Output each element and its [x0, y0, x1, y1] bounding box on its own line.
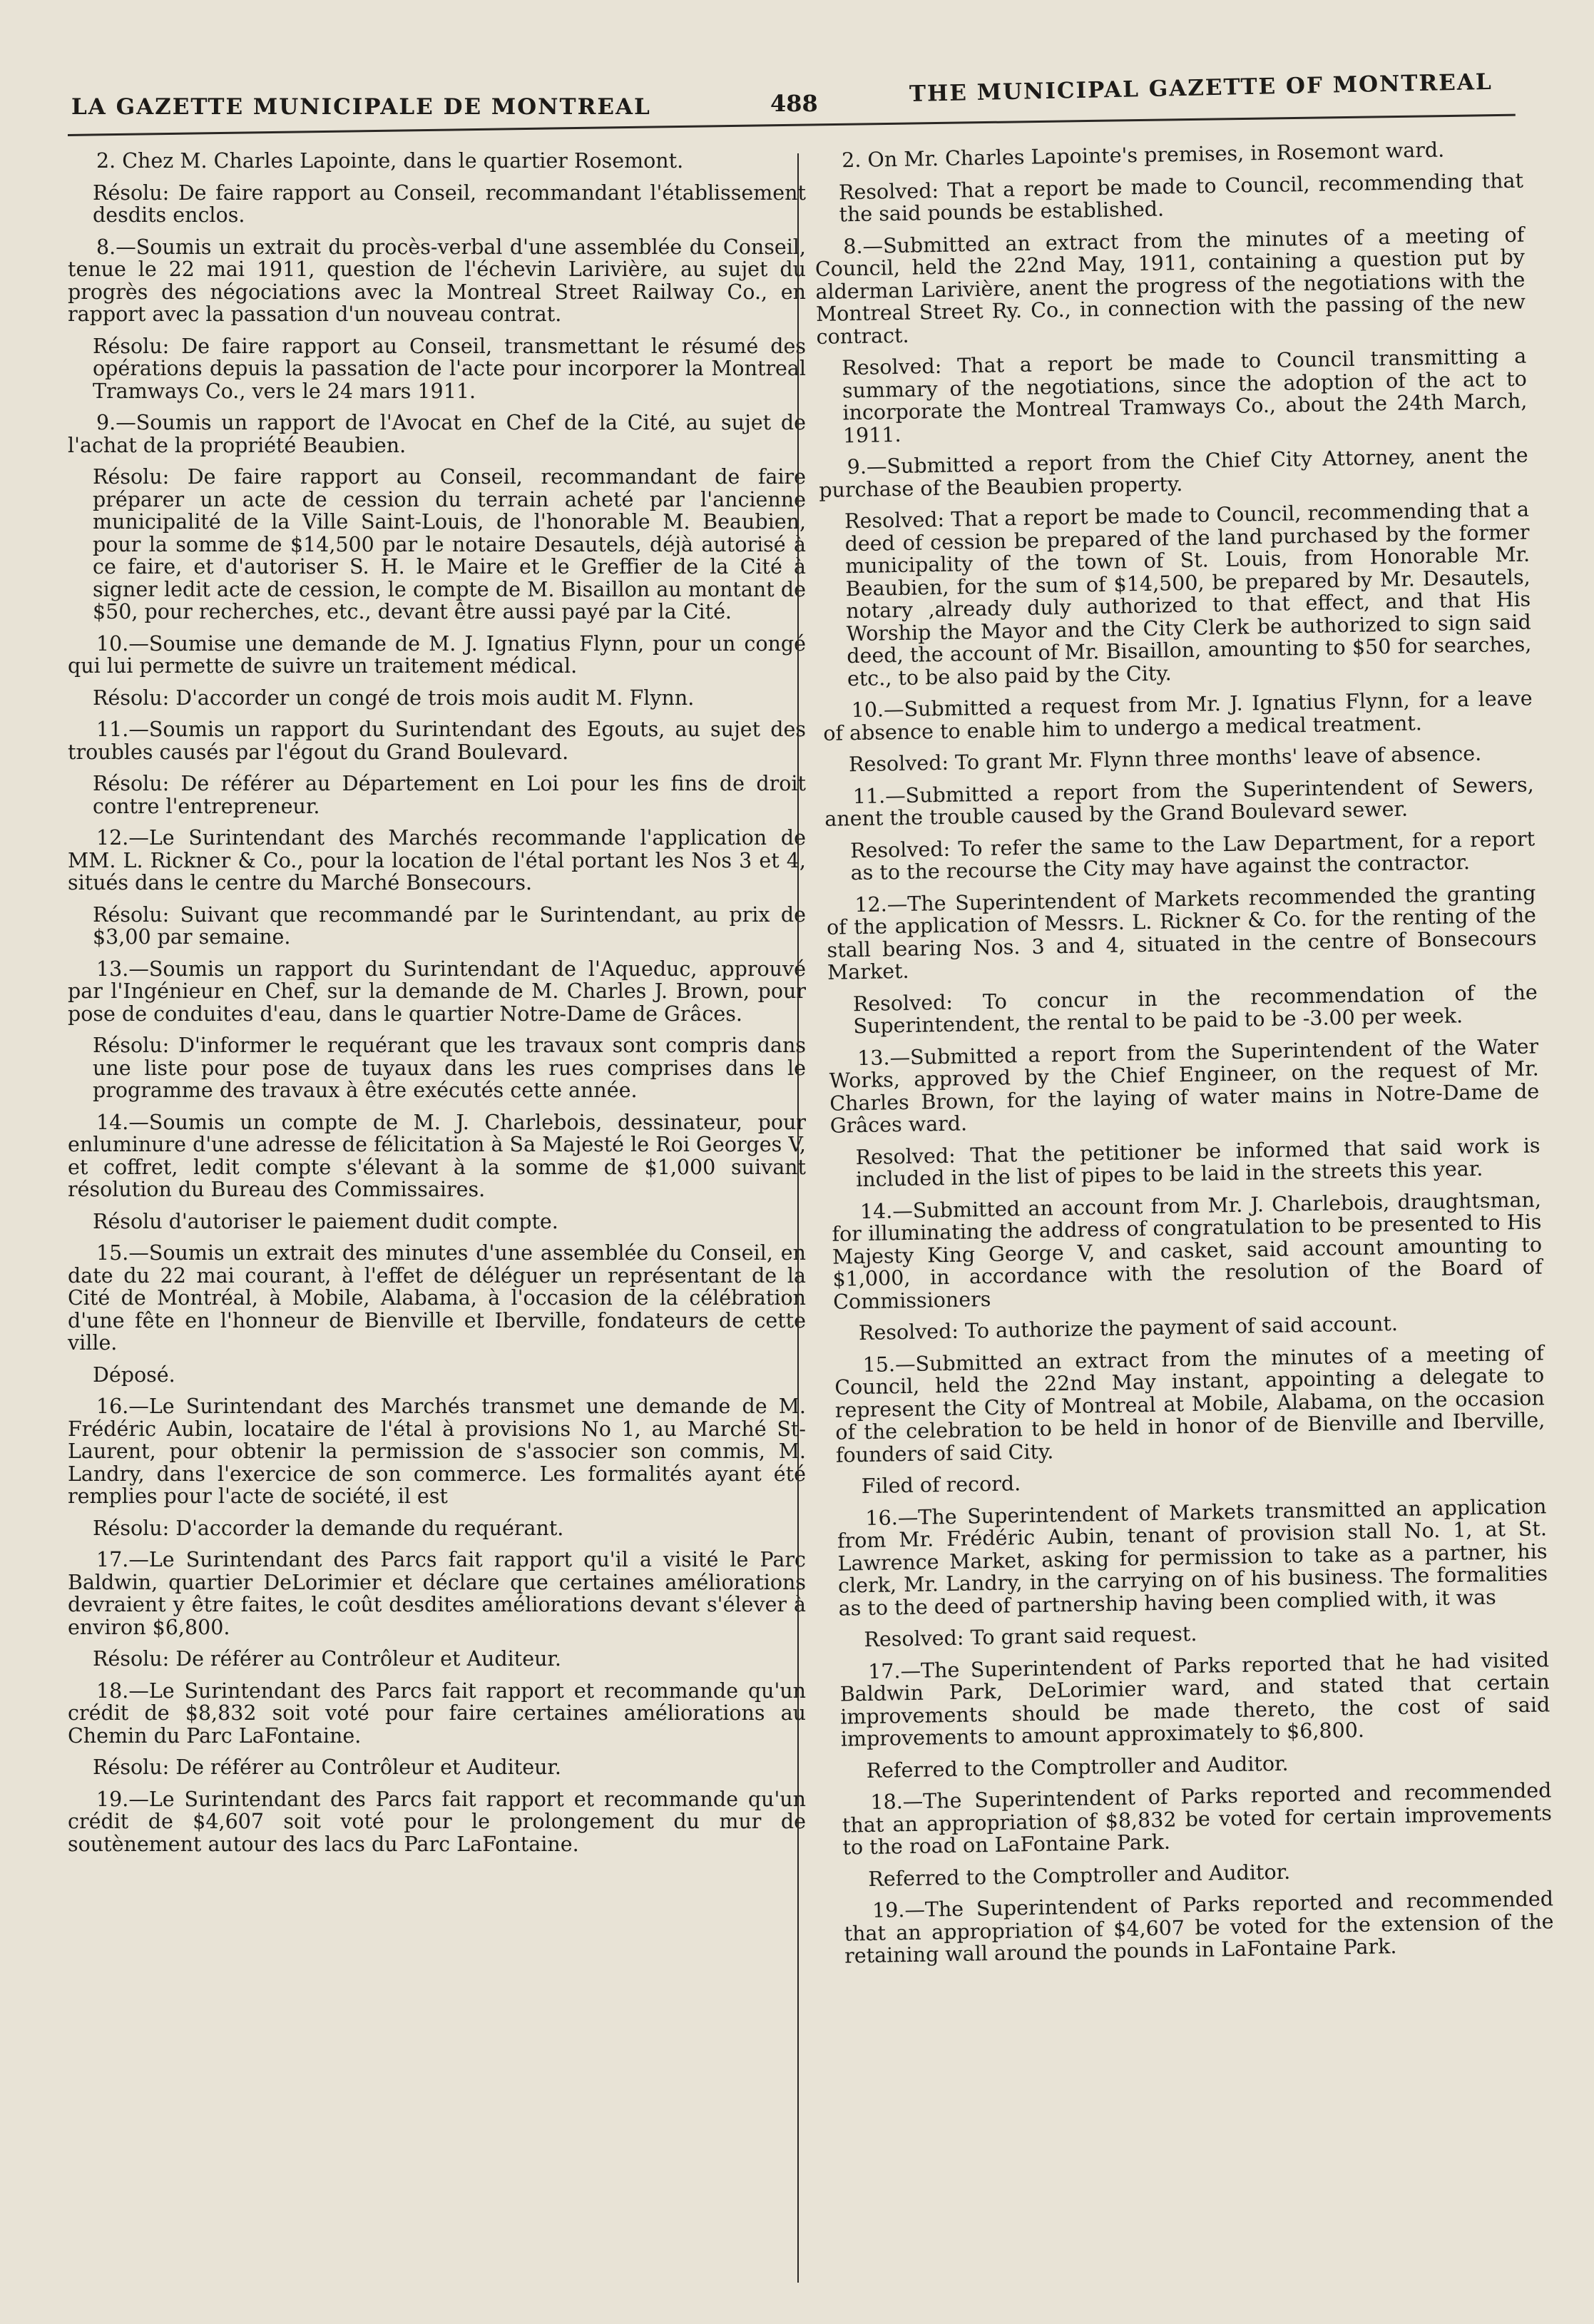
column-divider: [797, 153, 799, 2283]
english-item: 18.—The Superintendent of Parks reported and recommended that an appropriation of $8,832 be voted for certain improvements to the road on LaFontaine Park.: [842, 1778, 1553, 1860]
french-resolution: Résolu: De référer au Département en Loi pour les fins de droit contre l'entrepreneur.: [93, 772, 806, 818]
french-resolution: Résolu: D'accorder la demande du requérant.: [93, 1516, 564, 1540]
french-resolution: Résolu d'autoriser le paiement dudit compte.: [93, 1209, 558, 1233]
english-column: [813, 138, 1555, 1977]
english-item: 2. On Mr. Charles Lapointe's premises, in Rosemont ward.: [841, 138, 1445, 173]
english-item: 12.—The Superintendent of Markets recommended the granting of the application of Messrs. L. Rickner & Co. for the renting of the stall bearing Nos. 3 and 4, situated in the centre of Bonsecours Market.: [826, 880, 1537, 984]
english-resolution: Resolved: That the petitioner be informed that said work is included in the list of pipes to be laid in the streets this year.: [855, 1133, 1541, 1192]
english-resolution: Resolved: To grant said request.: [864, 1621, 1197, 1652]
french-resolution: Résolu: Suivant que recommandé par le Surintendant, au prix de $3,00 par semaine.: [93, 902, 806, 949]
french-resolution: Résolu: De faire rapport au Conseil, recommandant l'établissement desdits enclos.: [93, 180, 806, 227]
english-item: 11.—Submitted a report from the Superintendent of Sewers, anent the trouble caused by the Grand Boulevard sewer.: [824, 772, 1534, 831]
english-resolution: Filed of record.: [861, 1472, 1021, 1499]
french-resolution: Résolu: D'accorder un congé de trois mois audit M. Flynn.: [93, 686, 695, 710]
french-resolution: Déposé.: [93, 1362, 175, 1387]
french-item: 16.—Le Surintendant des Marchés transmet une demande de M. Frédéric Aubin, locataire de l'étal à provisions No 1, au Marché St-Laurent, pour obtenir la permission de s'associer son commis, M. Landry, dans l'exercice de son commerce. Les formalités ayant été remplies pour l'acte de société, il est: [68, 1395, 806, 1508]
english-resolution: Resolved: To grant Mr. Flynn three months' leave of absence.: [848, 741, 1482, 777]
french-item: 15.—Soumis un extrait des minutes d'une assemblée du Conseil, en date du 22 mai courant, à l'effet de déléguer un représentant de la Cité de Montréal, à Mobile, Alabama, à l'occasion de la célébration d'une fête en l'honneur de Bienville et Iberville, fondateurs de cette ville.: [68, 1241, 806, 1355]
french-item: 12.—Le Surintendant des Marchés recommande l'application de MM. L. Rickner & Co., pour la location de l'étal portant les Nos 3 et 4, situés dans le centre du Marché Bonsecours.: [68, 826, 806, 895]
english-resolution: Resolved: That a report be made to Council transmitting a summary of the negotiations, since the adoption of the act to incorporate the Montreal Tramways Co., about the 24th March, 1911.: [842, 344, 1528, 447]
french-item: 2. Chez M. Charles Lapointe, dans le quartier Rosemont.: [96, 149, 684, 173]
english-item: 17.—The Superintendent of Parks reported that he had visited Baldwin Park, DeLorimier ward, and stated that certain improvements should be made thereto, the cost of said improvements to amount approximately to $6,800.: [839, 1647, 1550, 1751]
french-item: 19.—Le Surintendant des Parcs fait rapport et recommande qu'un crédit de $4,607 soit voté pour le prolongement du mur de soutènement autour des lacs du Parc LaFontaine.: [68, 1787, 806, 1856]
page-number: 488: [770, 90, 818, 117]
header-title-french: LA GAZETTE MUNICIPALE DE MONTREAL: [71, 94, 651, 120]
french-resolution: Résolu: D'informer le requérant que les travaux sont compris dans une liste pour pose de tuyaux dans les rues comprises dans le programme des travaux à être exécutés cette année.: [93, 1034, 806, 1102]
header-title-english: THE MUNICIPAL GAZETTE OF MONTREAL: [909, 68, 1493, 107]
english-item: 14.—Submitted an account from Mr. J. Charlebois, draughtsman, for illuminating the address of congratulation to be presented to His Majesty King George V, and casket, said account amounting to $1,000, in accordance with the resolution of the Board of Commissioners: [832, 1187, 1543, 1314]
french-resolution: Résolu: De faire rapport au Conseil, recommandant de faire préparer un acte de cession du terrain acheté par l'ancienne municipalité de la Ville Saint-Louis, de l'honorable M. Beaubien, pour la somme de $14,500 par le notaire Desautels, déjà autorisé à ce faire, et d'autoriser S. H. le Maire et le Greffier de la Cité à signer ledit acte de cession, le compte de M. Bisaillon au montant de $50, pour recherches, etc., devant être aussi payé par la Cité.: [93, 465, 806, 623]
english-item: 15.—Submitted an extract from the minutes of a meeting of Council, held the 22nd May instant, appointing a delegate to represent the City of Montreal at Mobile, Alabama, on the occasion of the celebration to be held in honor of de Bienville and Iberville, founders of said City.: [834, 1340, 1546, 1467]
english-item: 8.—Submitted an extract from the minutes of a meeting of Council, held the 22nd May, 1911, containing a question put by alderman Larivière, anent the progress of the negotiations with the Montreal Street Ry. Co., in connection with the passing of the new contract.: [814, 223, 1526, 349]
english-resolution: Referred to the Comptroller and Auditor.: [866, 1751, 1289, 1783]
english-resolution: Resolved: To authorize the payment of said account.: [858, 1311, 1399, 1345]
english-item: 16.—The Superintendent of Markets transmitted an application from Mr. Frédéric Aubin, tenant of provision stall No. 1, at St. Lawrence Market, asking for permission to take as a partner, his clerk, Mr. Landry, in the carrying on of his business. The formalities as to the deed of partnership having been complied with, it was: [837, 1494, 1548, 1621]
english-resolution: Resolved: To concur in the recommendation of the Superintendent, the rental to be paid to be -3.00 per week.: [852, 979, 1538, 1039]
french-item: 18.—Le Surintendant des Parcs fait rapport et recommande qu'un crédit de $8,832 soit voté pour faire certaines améliorations au Chemin du Parc LaFontaine.: [68, 1678, 806, 1748]
french-item: 11.—Soumis un rapport du Surintendant des Egouts, au sujet des troubles causés par l'égout du Grand Boulevard.: [68, 718, 806, 764]
english-resolution: Resolved: That a report be made to Council, recommending that the said pounds be established.: [838, 168, 1524, 227]
english-item: 13.—Submitted a report from the Superintendent of the Water Works, approved by the Chief Engineer, on the request of Mr. Charles Brown, for the laying of water mains in Notre-Dame de Grâces ward.: [829, 1034, 1540, 1138]
french-item: 10.—Soumise une demande de M. J. Ignatius Flynn, pour un congé qui lui permette de suivre un traitement médical.: [68, 631, 806, 678]
french-resolution: Résolu: De référer au Contrôleur et Auditeur.: [93, 1755, 561, 1779]
french-item: 8.—Soumis un extrait du procès-verbal d'une assemblée du Conseil, tenue le 22 mai 1911, question de l'échevin Larivière, au sujet du progrès des négociations avec la Montreal Street Railway Co., en rapport avec la passation d'un nouveau contrat.: [68, 235, 806, 326]
english-resolution: Resolved: That a report be made to Council, recommending that a deed of cession be prepared of the land purchased by the former municipality of the town of St. Louis, from Honorable Mr. Beaubien, for the sum of $14,500, be prepared by Mr. Desautels, notary ,already duly authorized to that effect, and that His Worship the Mayor and the City Clerk be authorized to sign said deed, the account of Mr. Bisaillon, amounting to $50 for searches, etc., to be also paid by the City.: [844, 497, 1532, 690]
english-item: 10.—Submitted a request from Mr. J. Ignatius Flynn, for a leave of absence to enable him to undergo a medical treatment.: [822, 686, 1533, 745]
french-column: [68, 150, 806, 1865]
french-item: 17.—Le Surintendant des Parcs fait rapport qu'il a visité le Parc Baldwin, quartier DeLorimier et déclare que certaines améliorations devraient y être faites, le coût desdites améliorations devant s'élever à environ $6,800.: [68, 1548, 806, 1639]
english-item: 19.—The Superintendent of Parks reported and recommended that an appropriation of $4,607 be voted for the extension of the retaining wall around the pounds in LaFontaine Park.: [844, 1887, 1554, 1968]
french-resolution: Résolu: De faire rapport au Conseil, transmettant le résumé des opérations depuis la passation de l'acte pour incorporer la Montreal Tramways Co., vers le 24 mars 1911.: [93, 334, 806, 403]
english-item: 9.—Submitted a report from the Chief City Attorney, anent the purchase of the Beaubien property.: [819, 443, 1528, 502]
french-item: 13.—Soumis un rapport du Surintendant de l'Aqueduc, approuvé par l'Ingénieur en Chef, sur la demande de M. Charles J. Brown, pour pose de conduites d'eau, dans le quartier Notre-Dame de Grâces.: [68, 957, 806, 1026]
french-resolution: Résolu: De référer au Contrôleur et Auditeur.: [93, 1647, 561, 1671]
english-resolution: Resolved: To refer the same to the Law Department, for a report as to the recourse the City may have against the contractor.: [849, 826, 1536, 885]
english-resolution: Referred to the Comptroller and Auditor.: [868, 1860, 1291, 1891]
french-item: 9.—Soumis un rapport de l'Avocat en Chef de la Cité, au sujet de l'achat de la propriété Beaubien.: [68, 411, 806, 457]
french-item: 14.—Soumis un compte de M. J. Charlebois, dessinateur, pour enluminure d'une adresse de félicitation à Sa Majesté le Roi Georges V, et coffret, ledit compte s'élevant à la somme de $1,000 suivant résolution du Bureau des Commissaires.: [68, 1110, 806, 1201]
